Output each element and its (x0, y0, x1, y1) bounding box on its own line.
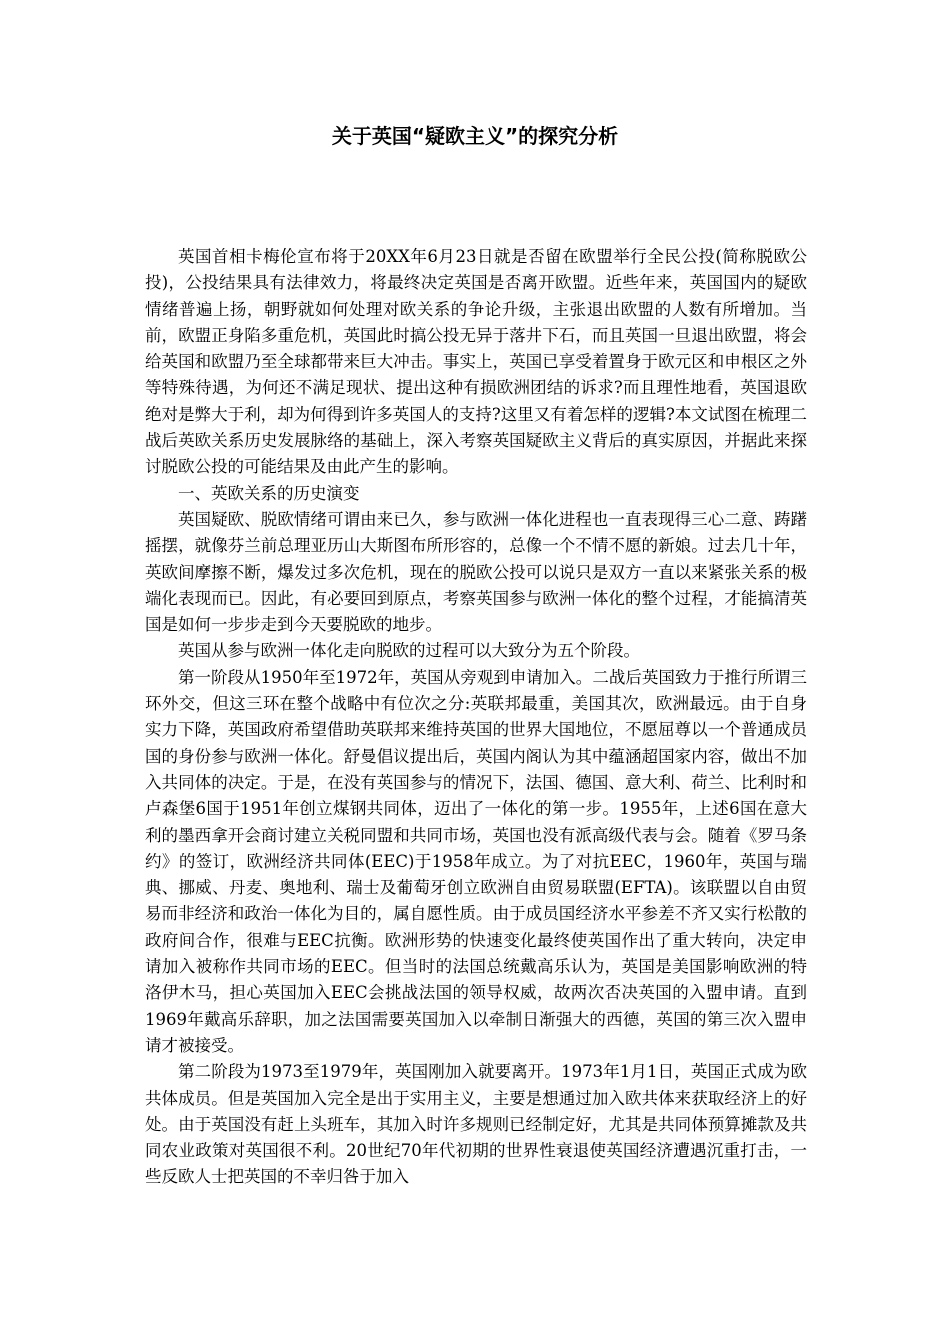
body-paragraph: 英国疑欧、脱欧情绪可谓由来已久，参与欧洲一体化进程也一直表现得三心二意、踌躇摇摆，就像芬兰前总理亚历山大斯图布所形容的，总像一个不情不愿的新娘。过去几十年，英欧间摩擦不断，爆发过多次危机，现在的脱欧公投可以说只是双方一直以来紧张关系的极端化表现而已。因此，有必要回到原点，考察英国参与欧洲一体化的整个过程，才能搞清英国是如何一步步走到今天要脱欧的地步。 (145, 509, 807, 635)
document-body (145, 244, 807, 1191)
intro-paragraph: 英国首相卡梅伦宣布将于20XX年6月23日就是否留在欧盟举行全民公投(简称脱欧公投)，公投结果具有法律效力，将最终决定英国是否离开欧盟。近些年来，英国国内的疑欧情绪普遍上扬，朝野就如何处理对欧关系的争论升级，主张退出欧盟的人数有所增加。当前，欧盟正身陷多重危机，英国此时搞公投无异于落井下石，而且英国一旦退出欧盟，将会给英国和欧盟乃至全球都带来巨大冲击。事实上，英国已享受着置身于欧元区和申根区之外等特殊待遇，为何还不满足现状、提出这种有损欧洲团结的诉求?而且理性地看，英国退欧绝对是弊大于利，却为何得到许多英国人的支持?这里又有着怎样的逻辑?本文试图在梳理二战后英欧关系历史发展脉络的基础上，深入考察英国疑欧主义背后的真实原因，并据此来探讨脱欧公投的可能结果及由此产生的影响。 (145, 247, 807, 477)
section-heading: 一、英欧关系的历史演变 (178, 483, 360, 503)
body-paragraph: 第一阶段从1950年至1972年，英国从旁观到申请加入。二战后英国致力于推行所谓三环外交，但这三环在整个战略中有位次之分:英联邦最重，美国其次，欧洲最远。由于自身实力下降，英国政府希望借助英联邦来维持英国的世界大国地位，不愿屈尊以一个普通成员国的身份参与欧洲一体化。舒曼倡议提出后，英国内阁认为其中蕴涵超国家内容，做出不加入共同体的决定。于是，在没有英国参与的情况下，法国、德国、意大利、荷兰、比利时和卢森堡6国于1951年创立煤钢共同体，迈出了一体化的第一步。1955年，上述6国在意大利的墨西拿开会商讨建立关税同盟和共同市场，英国也没有派高级代表与会。随着《罗马条约》的签订，欧洲经济共同体(EEC)于1958年成立。为了对抗EEC，1960年，英国与瑞典、挪威、丹麦、奥地利、瑞士及葡萄牙创立欧洲自由贸易联盟(EFTA)。该联盟以自由贸易而非经济和政治一体化为目的，属自愿性质。由于成员国经济水平参差不齐又实行松散的政府间合作，很难与EEC抗衡。欧洲形势的快速变化最终使英国作出了重大转向，决定申请加入被称作共同市场的EEC。但当时的法国总统戴高乐认为，英国是美国影响欧洲的特洛伊木马，担心英国加入EEC会挑战法国的领导权威，故两次否决英国的入盟申请。直到1969年戴高乐辞职，加之法国需要英国加入以牵制日渐强大的西德，英国的第三次入盟申请才被接受。 (145, 667, 807, 1055)
body-paragraph: 英国从参与欧洲一体化走向脱欧的过程可以大致分为五个阶段。 (178, 641, 640, 661)
document-title: 关于英国“疑欧主义”的探究分析 (331, 124, 619, 148)
body-paragraph: 第二阶段为1973至1979年，英国刚加入就要离开。1973年1月1日，英国正式成为欧共体成员。但是英国加入完全是出于实用主义，主要是想通过加入欧共体来获取经济上的好处。由于英国没有赶上头班车，其加入时许多规则已经制定好，尤其是共同体预算摊款及共同农业政策对英国很不利。20世纪70年代初期的世界性衰退使英国经济遭遇沉重打击，一些反欧人士把英国的不幸归咎于加入 (145, 1062, 807, 1187)
